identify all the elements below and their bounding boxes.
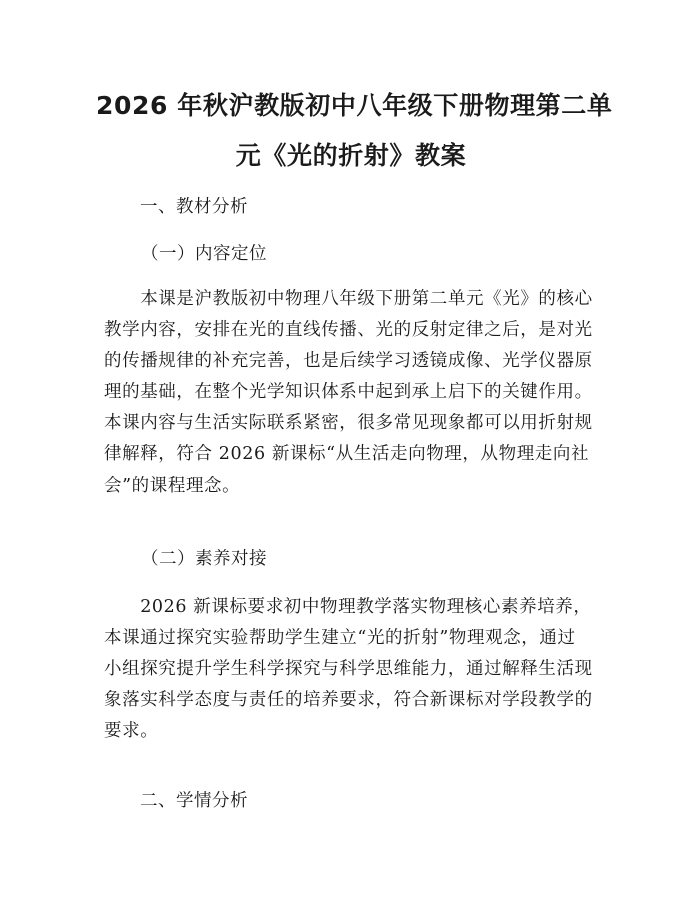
paragraph-line: 小组探究提升学生科学探究与科学思维能力，通过解释生活现: [104, 659, 593, 680]
document-title-line-1: 2026 年秋沪教版初中八年级下册物理第二单: [96, 91, 613, 120]
paragraph-line: 会”的课程理念。: [104, 475, 241, 496]
section-heading-textbook-analysis: 一、教材分析: [140, 197, 248, 217]
document-title-line-2: 元《光的折射》教案: [235, 141, 467, 170]
paragraph-line: 理的基础，在整个光学知识体系中起到承上启下的关键作用。: [104, 382, 593, 403]
paragraph-line: 律解释，符合 2026 新课标“从生活走向物理，从物理走向社: [104, 444, 590, 465]
paragraph-line: 本课内容与生活实际联系紧密，很多常见现象都可以用折射规: [104, 413, 593, 434]
paragraph-line: 象落实科学态度与责任的培养要求，符合新课标对学段教学的: [104, 690, 593, 711]
section-heading-student-analysis: 二、学情分析: [140, 791, 248, 811]
paragraph-line: 2026 新课标要求初中物理教学落实物理核心素养培养，: [104, 597, 592, 617]
paragraph-line: 的传播规律的补充完善，也是后续学习透镜成像、光学仪器原: [104, 351, 593, 372]
subsection-heading-content-positioning: （一）内容定位: [141, 244, 267, 264]
paragraph-line: 要求。: [104, 721, 159, 742]
subsection-heading-literacy-alignment: （二）素养对接: [141, 549, 267, 569]
paragraph-content-positioning: [104, 284, 600, 502]
paragraph-literacy-alignment: [104, 592, 600, 747]
paragraph-line: 本课通过探究实验帮助学生建立“光的折射”物理观念，通过: [104, 628, 576, 649]
paragraph-line: 本课是沪教版初中物理八年级下册第二单元《光》的核心: [104, 289, 593, 309]
paragraph-line: 教学内容，安排在光的直线传播、光的反射定律之后，是对光: [104, 320, 593, 341]
